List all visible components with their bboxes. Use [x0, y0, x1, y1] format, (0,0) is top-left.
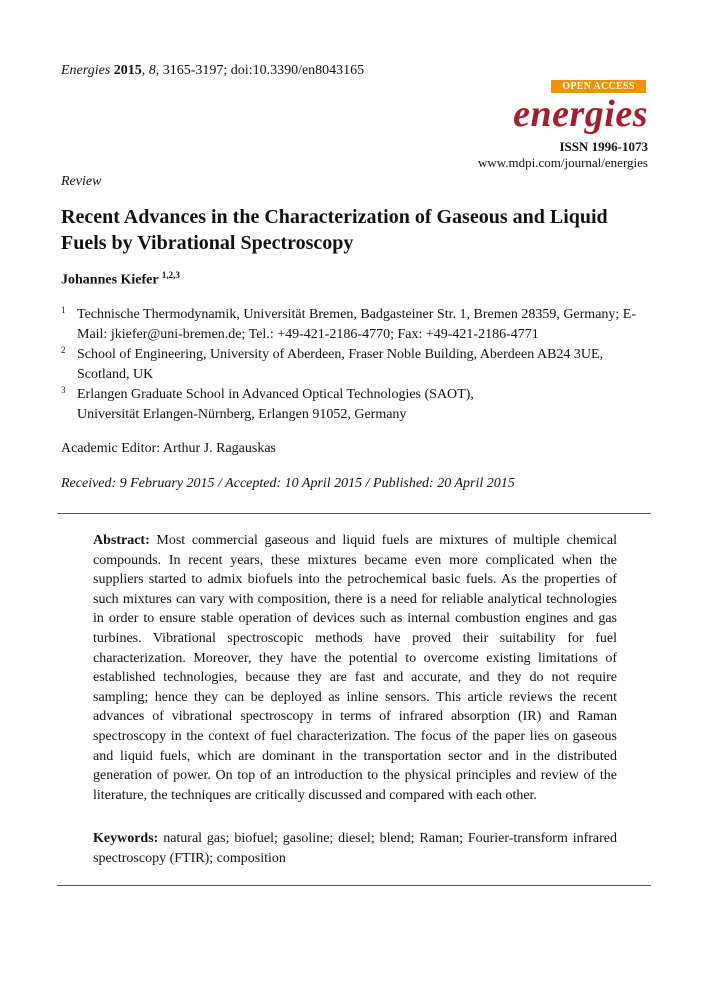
- affiliation-text: Erlangen Graduate School in Advanced Optical Technologies (SAOT), Universität Erlangen-Nürnberg, Erlangen 91052, Germany: [77, 387, 474, 422]
- affiliation-text: Technische Thermodynamik, Universität Bremen, Badgasteiner Str. 1, Bremen 28359, Germany; E-Mail: jkiefer@uni-bremen.de; Tel.: +49-421-2186-4770; Fax: +49-421-2186-4771: [77, 307, 637, 342]
- author-name: Johannes Kiefer: [61, 272, 159, 288]
- open-access-badge: OPEN ACCESS: [551, 80, 646, 93]
- affiliation-number: 1: [61, 305, 66, 315]
- article-type: Review: [61, 174, 102, 189]
- abstract-label: Abstract:: [93, 533, 150, 548]
- keywords-label: Keywords:: [93, 831, 159, 846]
- keywords: [93, 829, 617, 868]
- citation-line: Energies 2015, 8, 3165-3197; doi:10.3390/en8043165: [61, 63, 365, 78]
- citation-year: 2015: [113, 63, 142, 78]
- affiliation-text: School of Engineering, University of Aberdeen, Fraser Noble Building, Aberdeen AB24 3UE, Scotland, UK: [77, 347, 604, 382]
- journal-url[interactable]: www.mdpi.com/journal/energies: [477, 155, 648, 170]
- affiliation-1: [61, 305, 651, 344]
- journal-logo: energies: [513, 93, 648, 135]
- author: [61, 270, 180, 289]
- academic-editor: Academic Editor: Arthur J. Ragauskas: [61, 441, 277, 456]
- affiliation-number: 2: [61, 345, 66, 355]
- publication-dates: Received: 9 February 2015 / Accepted: 10 April 2015 / Published: 20 April 2015: [61, 476, 515, 491]
- citation-journal: Energies: [61, 63, 111, 78]
- affiliation-number: 3: [61, 385, 66, 395]
- citation-volume: 8: [148, 63, 156, 78]
- affiliation-2: [61, 345, 636, 384]
- divider-bottom: [57, 885, 651, 886]
- divider-top: [57, 513, 651, 514]
- issn: ISSN 1996-1073: [559, 139, 648, 154]
- abstract: [93, 531, 617, 805]
- abstract-text: Most commercial gaseous and liquid fuels are mixtures of multiple chemical compounds. In recent years, these mixtures became even more complicated when the suppliers started to admix biofuels into the petrochemical basic fuels. As the properties of such mixtures can vary with composition, there is a need for reliable analytical technologies in order to ensure stable operation of devices such as internal combustion engines and gas turbines. Vibrational spectroscopic methods have proved their suitability for fuel characterization. Moreover, they have the potential to overcome existing limitations of established technologies, because they are fast and accurate, and they do not require sampling; hence they can be deployed as inline sensors. This article reviews the recent advances of vibrational spectroscopy in terms of infrared absorption (IR) and Raman spectroscopy in the context of fuel characterization. The focus of the paper lies on gaseous and liquid fuels, which are dominant in the transportation sector and in the distributed generation of power. On top of an introduction to the physical principles and review of the literature, the techniques are critically discussed and compared with each other.: [93, 533, 617, 803]
- affiliation-3: [61, 385, 521, 424]
- citation-rest: , 3165-3197; doi:10.3390/en8043165: [155, 63, 365, 78]
- keywords-text: natural gas; biofuel; gasoline; diesel; blend; Raman; Fourier-transform infrared spectroscopy (FTIR); composition: [93, 831, 618, 866]
- author-affiliation-refs: 1,2,3: [161, 270, 180, 280]
- article-title: Recent Advances in the Characterization of Gaseous and Liquid Fuels by Vibrational Spectroscopy: [61, 206, 608, 254]
